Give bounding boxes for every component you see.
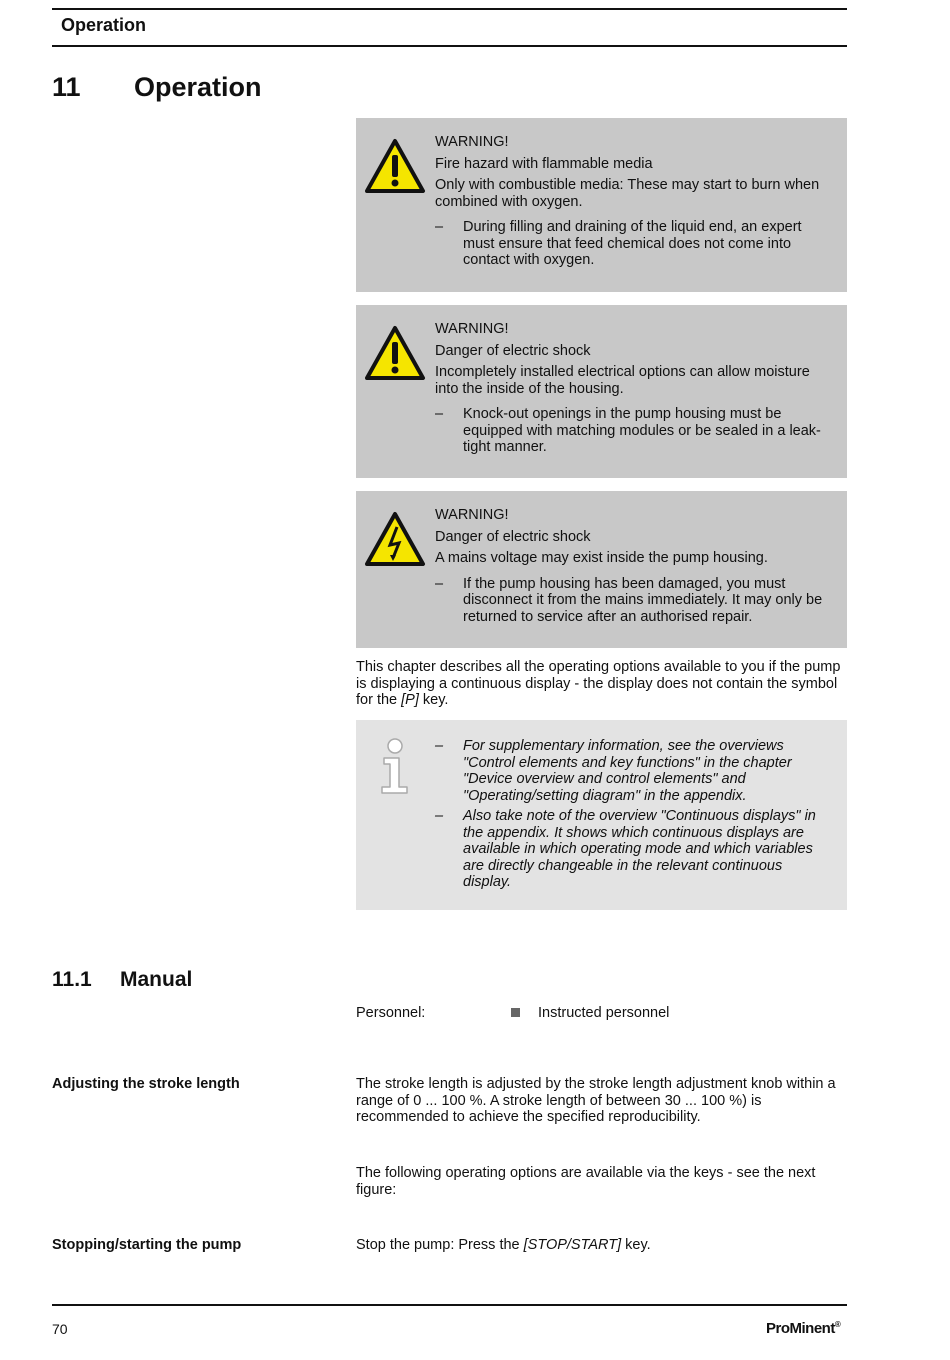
stop-start-text: Stop the pump: Press the <box>356 1237 524 1253</box>
key-label-stop-start: [STOP/START] <box>523 1237 622 1253</box>
brand-logo-text: ProMinent <box>766 1320 835 1337</box>
warning-consequence: Incompletely installed electrical options can allow moisture into the inside of the housing. <box>435 364 810 397</box>
warning-action: – Knock-out openings in the pump housing must be equipped with matching modules or be sealed in a leak-tight manner. <box>435 406 835 456</box>
personnel-value: Instructed personnel <box>538 1005 670 1021</box>
info-item-text: Also take note of the overview "Continuous displays" in the appendix. It shows which continuous displays are available in which operating mode and which variables are directly changeable in the relevant continuous display. <box>463 808 816 890</box>
warning-action-text: Knock-out openings in the pump housing must be equipped with matching modules or be sealed in a leak-tight manner. <box>463 406 821 455</box>
key-label-p: [P] <box>401 692 419 708</box>
info-item-text: For supplementary information, see the overviews "Control elements and key functions" in the chapter "Device overview and control elements" and "Operating/setting diagram" in the appendix. <box>463 738 792 804</box>
warning-box-mains <box>356 491 847 648</box>
chapter-number: 11 <box>52 72 81 102</box>
info-icon <box>378 738 412 796</box>
warning-triangle-icon <box>364 138 426 194</box>
warning-action: – During filling and draining of the liquid end, an expert must ensure that feed chemical does not come into contact with oxygen. <box>435 219 835 269</box>
running-header: Operation <box>61 15 147 35</box>
warning-action-text: If the pump housing has been damaged, you must disconnect it from the mains immediately. It may only be returned to service after an authorised repair. <box>463 575 823 625</box>
section-title: Manual <box>120 968 193 991</box>
info-item: – For supplementary information, see the overviews "Control elements and key functions" in the chapter "Device overview and control elements" and "Operating/setting diagram" in the appendix. <box>435 738 833 804</box>
options-paragraph: The following operating options are available via the keys - see the next figure: <box>356 1165 816 1198</box>
stroke-paragraph: The stroke length is adjusted by the stroke length adjustment knob within a range of 0 ... 100 %. A stroke length of between 30 ... 100 %) is recommended to achieve the specified reproducibility. <box>356 1076 836 1125</box>
intro-text-end: key. <box>418 692 449 708</box>
warning-action-text: During filling and draining of the liquid end, an expert must ensure that feed chemical does not come into contact with oxygen. <box>463 219 802 268</box>
intro-paragraph <box>356 659 847 709</box>
section-number: 11.1 <box>52 968 92 991</box>
warning-signal-word: WARNING! <box>435 134 509 150</box>
chapter-title: Operation <box>134 72 262 102</box>
info-box <box>356 720 847 910</box>
warning-signal-word: WARNING! <box>435 321 509 337</box>
warning-triangle-icon <box>364 325 426 381</box>
footer-rule <box>52 1304 847 1306</box>
warning-consequence: A mains voltage may exist inside the pump housing. <box>435 550 768 566</box>
brand-logo <box>766 1320 840 1337</box>
warning-box-fire <box>356 118 847 292</box>
warning-signal-word: WARNING! <box>435 507 509 523</box>
intro-text: This chapter describes all the operating options available to you if the pump is displaying a continuous display - the display does not contain the symbol for the <box>356 659 841 708</box>
stop-start-text-end: key. <box>621 1237 651 1253</box>
side-heading-stop-start: Stopping/starting the pump <box>52 1237 242 1253</box>
page-number: 70 <box>52 1321 68 1337</box>
side-heading-stroke: Adjusting the stroke length <box>52 1076 240 1092</box>
header-bottom-rule <box>52 45 847 47</box>
warning-hazard: Fire hazard with flammable media <box>435 155 653 172</box>
stop-start-paragraph <box>356 1237 847 1254</box>
warning-consequence: Only with combustible media: These may start to burn when combined with oxygen. <box>435 177 820 210</box>
header-top-rule <box>52 8 847 10</box>
warning-action: – If the pump housing has been damaged, you must disconnect it from the mains immediately. It may only be returned to service after an authorised repair. <box>435 576 835 626</box>
high-voltage-icon <box>364 511 426 567</box>
personnel-label: Personnel: <box>356 1005 426 1021</box>
registered-mark: ® <box>834 1320 841 1329</box>
bullet-square-icon <box>511 1008 520 1017</box>
warning-hazard: Danger of electric shock <box>435 342 591 359</box>
info-item: – Also take note of the overview "Continuous displays" in the appendix. It shows which continuous displays are available in which operating mode and which variables are directly changeable in the relevant continuous display. <box>435 808 833 891</box>
warning-box-moisture <box>356 305 847 478</box>
warning-hazard: Danger of electric shock <box>435 528 591 545</box>
